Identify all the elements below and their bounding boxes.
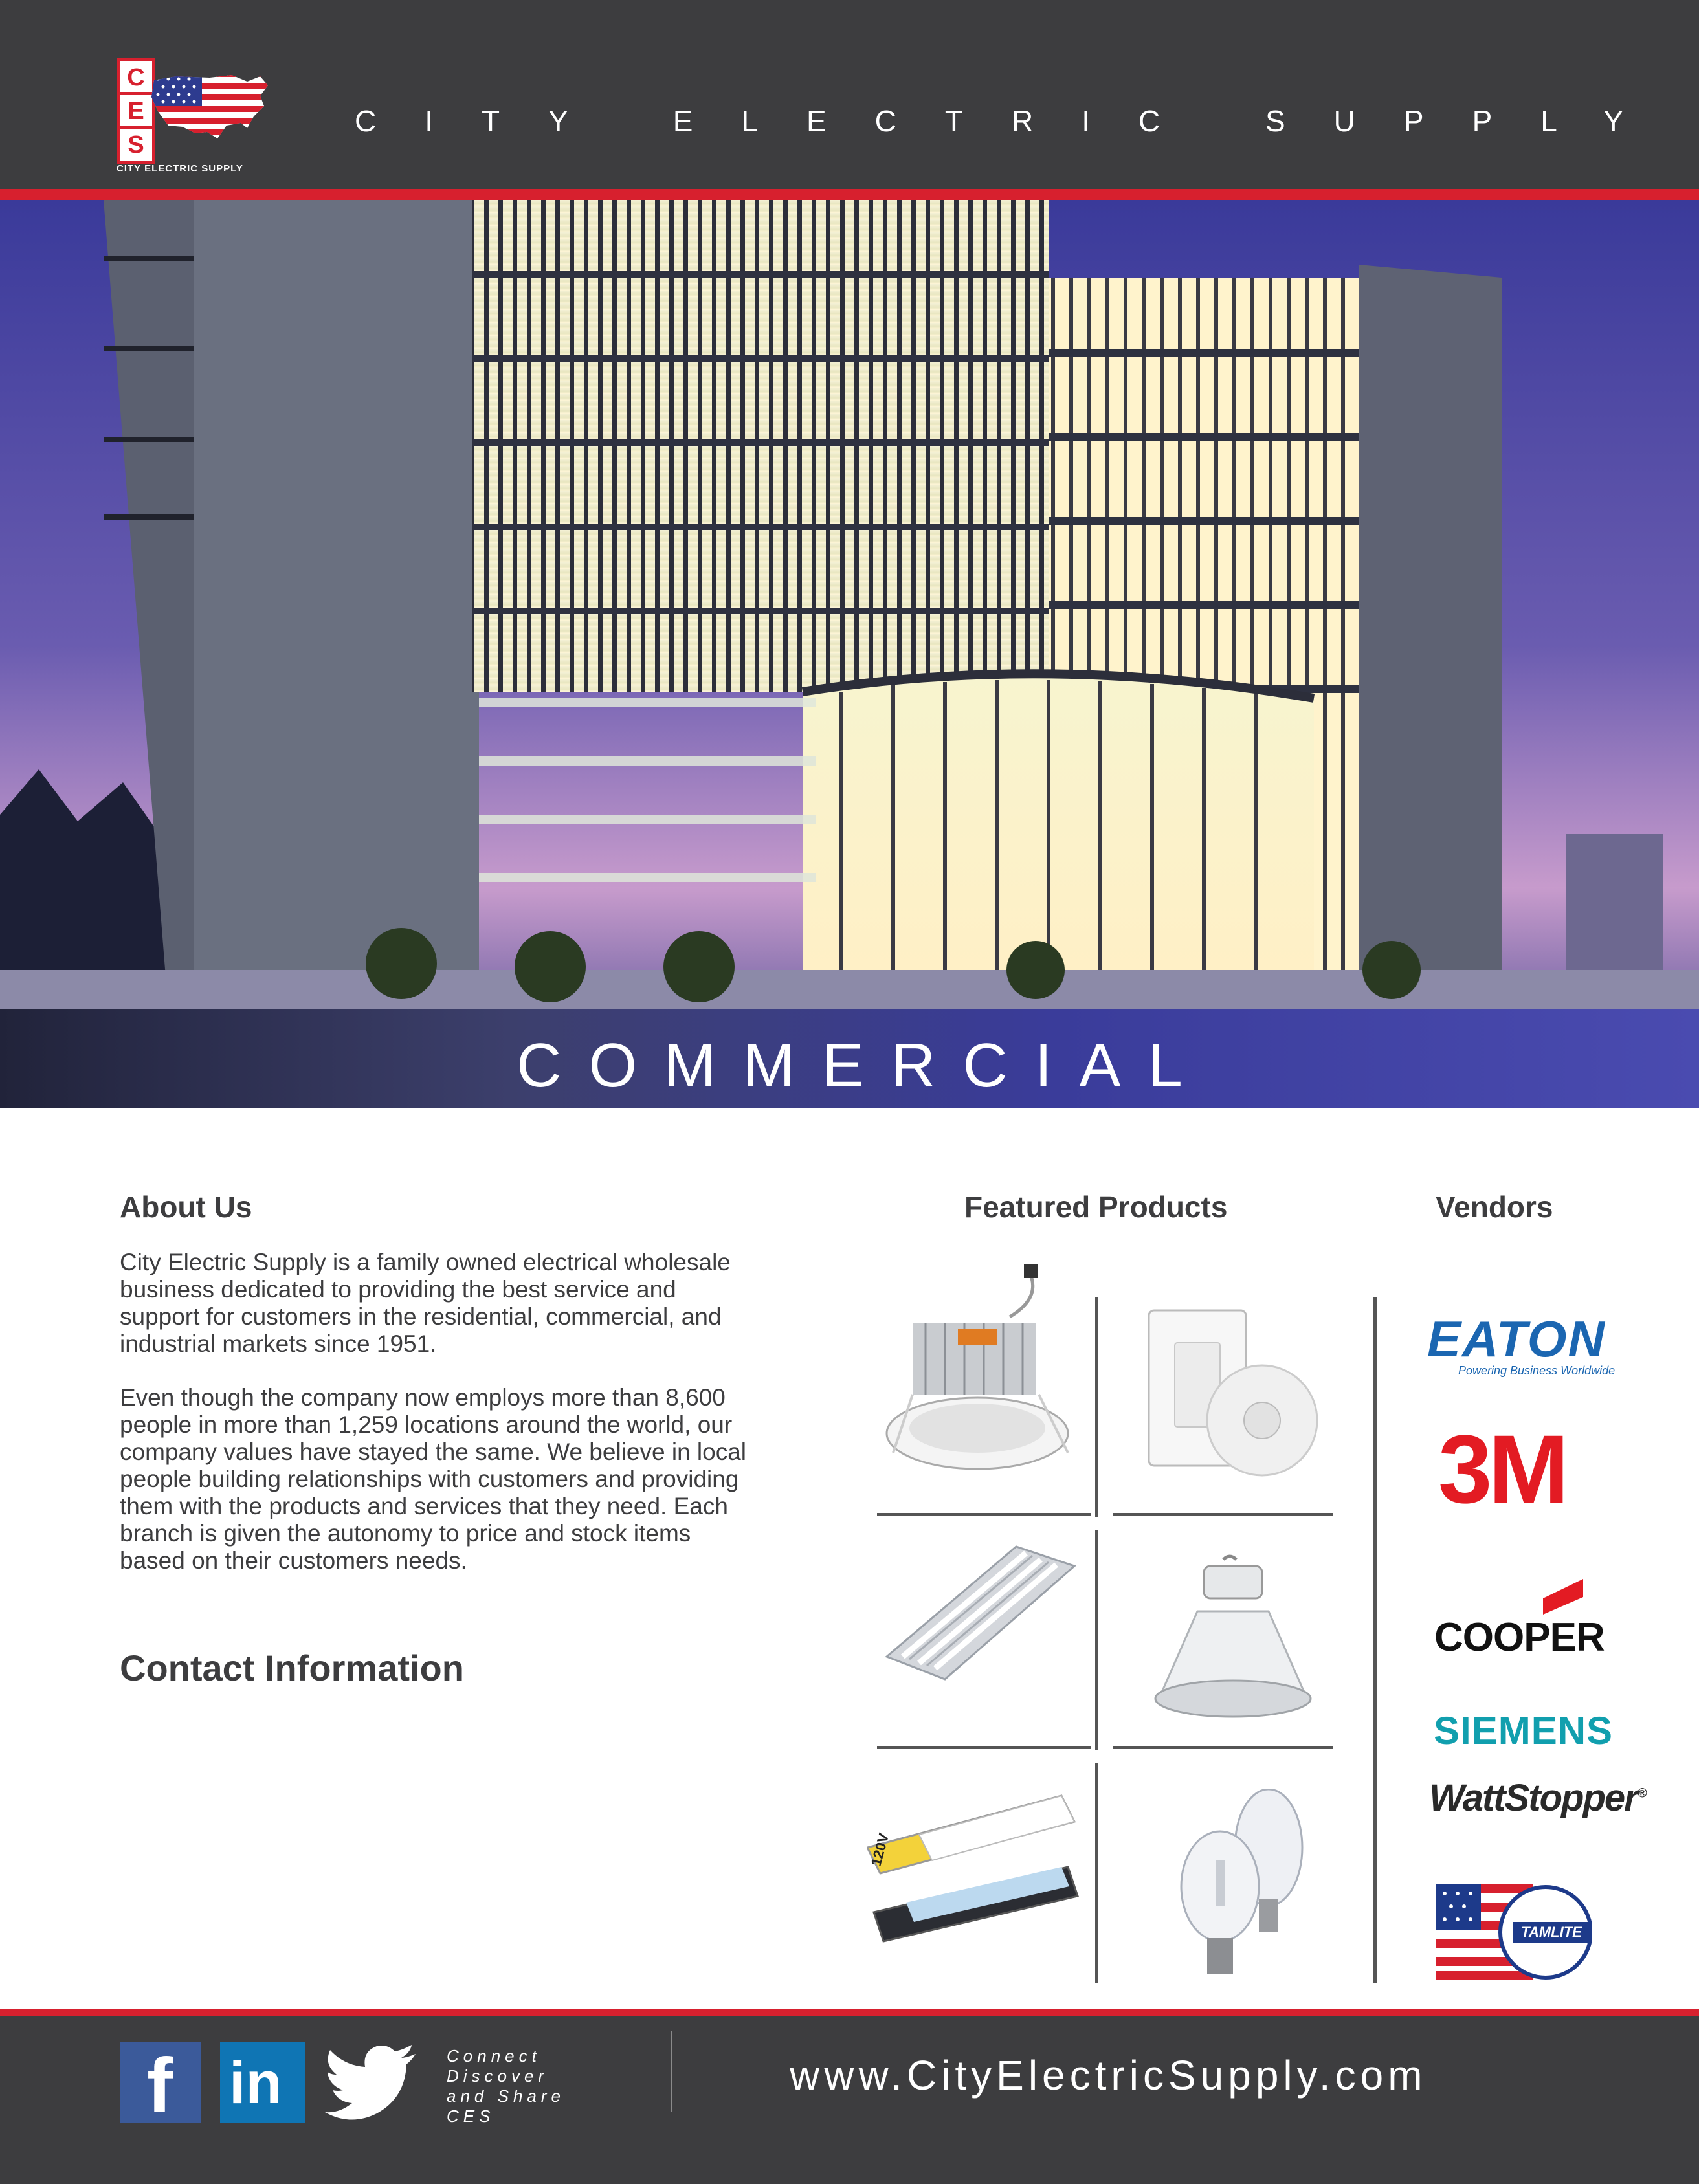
connect-tagline xyxy=(447,2046,565,2126)
website-link[interactable]: www.CityElectricSupply.com xyxy=(790,2052,1427,2099)
banner-title: COMMERCIAL xyxy=(516,1031,1210,1100)
fluorescent-high-bay-fixture-icon xyxy=(874,1534,1087,1689)
footer-red-stripe xyxy=(0,2009,1699,2016)
facebook-letter: f xyxy=(147,2042,173,2129)
wall-switch-and-sensor-icon xyxy=(1113,1288,1327,1482)
connect-line: and Share xyxy=(447,2086,565,2106)
tamlite-wordmark: TAMLITE xyxy=(1521,1924,1582,1940)
vendor-tamlite-logo[interactable] xyxy=(1436,1884,1592,1980)
grid-line xyxy=(1113,1513,1333,1516)
brand-title: CITY ELECTRIC SUPPLY xyxy=(355,104,1672,138)
header xyxy=(0,0,1699,189)
linkedin-letters: in xyxy=(229,2050,282,2116)
product-high-bay-pendant[interactable] xyxy=(1139,1553,1353,1760)
grid-line xyxy=(877,1746,1091,1749)
twitter-icon[interactable] xyxy=(325,2045,417,2123)
product-fluorescent-high-bay[interactable] xyxy=(874,1534,1087,1741)
cooper-wordmark: COOPER xyxy=(1434,1615,1605,1660)
connect-line: CES xyxy=(447,2106,495,2126)
facebook-icon[interactable] xyxy=(120,2042,201,2129)
vendors-heading: Vendors xyxy=(1436,1190,1553,1224)
product-wall-switch-sensor[interactable] xyxy=(1113,1288,1327,1495)
linkedin-icon[interactable] xyxy=(220,2042,305,2123)
logo-caption: CITY ELECTRIC SUPPLY xyxy=(117,163,243,174)
category-banner xyxy=(0,1009,1699,1108)
connect-line: Discover xyxy=(447,2066,549,2086)
connect-line: Connect xyxy=(447,2046,541,2066)
featured-products-heading: Featured Products xyxy=(964,1190,1228,1224)
eaton-wordmark: EATON xyxy=(1427,1310,1606,1367)
registered-mark: ® xyxy=(1637,1786,1646,1801)
vendor-3m-logo[interactable]: 3M xyxy=(1438,1415,1566,1523)
grid-line xyxy=(1095,1297,1098,1517)
grid-line xyxy=(1095,1530,1098,1750)
vendor-wattstopper-logo[interactable] xyxy=(1429,1776,1645,1820)
product-recessed-downlight[interactable] xyxy=(874,1259,1087,1466)
hero-image xyxy=(0,200,1699,1009)
product-hid-lamps[interactable] xyxy=(1172,1789,1385,1996)
vendor-siemens-logo[interactable]: SIEMENS xyxy=(1434,1709,1614,1752)
logo-letter-s: S xyxy=(117,126,155,164)
header-red-stripe xyxy=(0,189,1699,200)
logo-letter-e: E xyxy=(117,92,155,131)
vendor-cooper-logo[interactable] xyxy=(1434,1579,1605,1660)
commercial-building-illustration xyxy=(0,200,1699,1009)
ballast-voltage-label: 120V xyxy=(867,1831,893,1868)
cooper-accent-icon xyxy=(1543,1579,1583,1615)
footer-divider xyxy=(671,2031,672,2112)
contact-heading: Contact Information xyxy=(120,1648,464,1688)
about-heading: About Us xyxy=(120,1190,252,1224)
ballast-icon xyxy=(867,1789,1081,1951)
vendor-eaton-logo[interactable] xyxy=(1427,1310,1641,1377)
product-ballast[interactable] xyxy=(867,1789,1081,1996)
ces-logo[interactable] xyxy=(117,58,272,181)
about-paragraph-1: City Electric Supply is a family owned electrical wholesale business dedicated to providing the best service and support for customers in the residential, commercial, and industrial markets since 1951. xyxy=(120,1249,731,1357)
recessed-downlight-icon xyxy=(874,1259,1087,1479)
wattstopper-wordmark: WattStopper xyxy=(1429,1777,1638,1819)
eaton-tagline: Powering Business Worldwide xyxy=(1458,1364,1616,1377)
high-bay-pendant-icon xyxy=(1139,1553,1320,1734)
hid-lamps-icon xyxy=(1172,1789,1314,1977)
logo-letter-c: C xyxy=(117,58,155,97)
grid-line xyxy=(877,1513,1091,1516)
about-paragraph-2: Even though the company now employs more than 8,600 people in more than 1,259 locations around the world, our company values have stayed the same. We believe in local people building relationships with customers and providing them with the products and services that they need. Each branch is given the autonomy to price and stock items based on their customers needs. xyxy=(120,1384,747,1574)
grid-line xyxy=(1095,1763,1098,1983)
usa-flag-map-icon xyxy=(150,71,271,144)
